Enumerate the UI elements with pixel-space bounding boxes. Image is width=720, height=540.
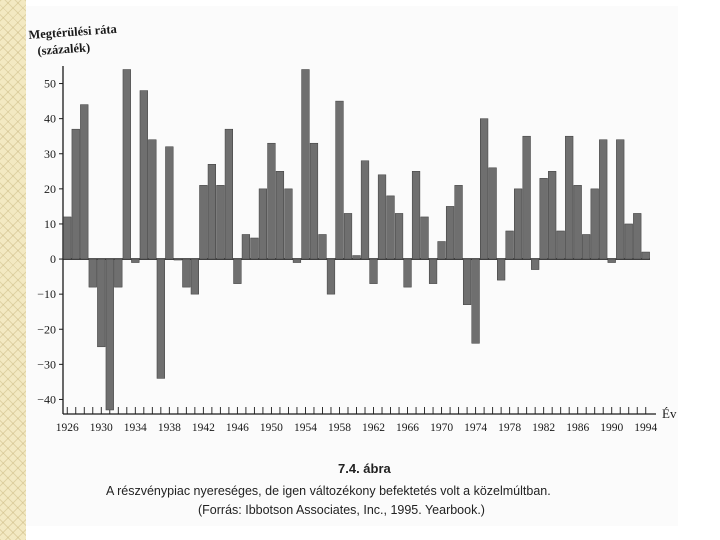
- bar-1981: [531, 259, 539, 270]
- y-tick-label: 40: [44, 111, 56, 126]
- y-axis-title-line-2: (százalék): [36, 40, 91, 59]
- x-tick-label: 1930: [89, 422, 113, 434]
- x-tick-label: 1926: [55, 422, 79, 434]
- bar-1983: [548, 171, 556, 259]
- decorative-strip: [0, 0, 26, 540]
- bar-1982: [540, 178, 548, 259]
- y-tick-label: 30: [44, 146, 56, 161]
- bar-1948: [251, 238, 259, 259]
- x-tick-label: 1962: [362, 422, 386, 434]
- bar-1993: [633, 213, 641, 259]
- y-tick-label: −10: [37, 287, 56, 302]
- bar-1986: [574, 185, 582, 259]
- x-tick-label: 1938: [157, 422, 181, 434]
- bar-1971: [446, 206, 454, 259]
- y-tick-label: −20: [37, 322, 56, 337]
- bar-1974: [472, 259, 480, 343]
- bar-1980: [523, 136, 531, 259]
- y-tick-label: −40: [37, 392, 56, 407]
- bar-1932: [114, 259, 122, 287]
- bar-1975: [480, 119, 488, 259]
- figure-source: (Forrás: Ibbotson Associates, Inc., 1995. Yearbook.): [198, 503, 485, 517]
- bar-1965: [395, 213, 403, 259]
- x-tick-label: 1966: [396, 422, 420, 434]
- x-tick-label: 1942: [191, 422, 215, 434]
- bar-1931: [106, 259, 114, 410]
- x-tick-label: 1990: [600, 422, 624, 434]
- bar-1960: [353, 256, 361, 260]
- bar-1955: [310, 143, 318, 259]
- bar-1963: [378, 175, 386, 259]
- bar-1987: [582, 234, 590, 259]
- x-tick-label: 1934: [123, 422, 147, 434]
- bar-1990: [608, 259, 616, 263]
- bar-1937: [157, 259, 165, 378]
- bar-1945: [225, 129, 233, 259]
- bar-1946: [234, 259, 242, 284]
- bar-1951: [276, 171, 284, 259]
- bar-1966: [404, 259, 412, 287]
- x-tick-label: 1958: [327, 422, 351, 434]
- x-axis-title: Év: [662, 406, 677, 421]
- bar-1934: [131, 259, 139, 263]
- bar-1969: [429, 259, 437, 284]
- y-tick-label: 50: [44, 76, 56, 91]
- bar-1930: [97, 259, 105, 347]
- bar-1947: [242, 234, 250, 259]
- figure-caption: A részvénypiac nyereséges, de igen változékony befektetés volt a közelmúltban.: [106, 484, 551, 498]
- bar-1954: [302, 70, 310, 260]
- bar-1949: [259, 189, 267, 259]
- bar-1956: [319, 234, 327, 259]
- bar-1952: [285, 189, 293, 259]
- x-tick-label: 1974: [464, 422, 488, 434]
- bar-1958: [336, 101, 344, 259]
- bar-1959: [344, 213, 352, 259]
- x-tick-label: 1970: [430, 422, 454, 434]
- x-tick-label: 1946: [225, 422, 249, 434]
- bar-1970: [438, 242, 446, 260]
- bar-1939: [174, 259, 182, 260]
- bar-1927: [72, 129, 80, 259]
- y-tick-label: −30: [37, 357, 56, 372]
- x-tick-label: 1986: [566, 422, 590, 434]
- bar-1940: [183, 259, 191, 287]
- bar-1943: [208, 164, 216, 259]
- y-tick-label: 0: [50, 252, 56, 267]
- bar-1968: [421, 217, 429, 259]
- bar-1979: [514, 189, 522, 259]
- bar-1992: [625, 224, 633, 259]
- bar-1929: [89, 259, 97, 287]
- bar-1964: [387, 196, 395, 259]
- x-tick-label: 1954: [293, 422, 317, 434]
- x-tick-label: 1982: [532, 422, 556, 434]
- bar-1928: [80, 105, 88, 259]
- bar-1926: [63, 217, 71, 259]
- bar-1936: [148, 140, 156, 259]
- bar-1977: [497, 259, 505, 280]
- y-tick-label: 10: [44, 216, 56, 231]
- x-tick-label: 1950: [259, 422, 283, 434]
- bar-1991: [616, 140, 624, 259]
- bar-1962: [370, 259, 378, 284]
- bar-1978: [506, 231, 514, 259]
- bar-1989: [599, 140, 607, 259]
- bar-1988: [591, 189, 599, 259]
- scanned-figure: [26, 6, 678, 526]
- bar-1976: [489, 168, 497, 259]
- x-tick-label: 1994: [634, 422, 658, 434]
- bar-1950: [268, 143, 276, 259]
- y-axis-title-line-1: Megtérülési ráta: [27, 21, 118, 43]
- bar-1984: [557, 231, 565, 259]
- bar-1994: [642, 252, 650, 259]
- bar-chart: [26, 6, 678, 456]
- y-tick-label: 20: [44, 181, 56, 196]
- bar-1957: [327, 259, 335, 294]
- bar-1972: [455, 185, 463, 259]
- bar-1985: [565, 136, 573, 259]
- chart-bars: [63, 70, 649, 410]
- figure-label: 7.4. ábra: [338, 461, 391, 476]
- bar-1953: [293, 259, 301, 263]
- bar-1942: [200, 185, 208, 259]
- bar-1941: [191, 259, 199, 294]
- bar-1933: [123, 70, 131, 260]
- bar-1967: [412, 171, 420, 259]
- bar-1973: [463, 259, 471, 305]
- bar-1938: [165, 147, 173, 259]
- bar-1935: [140, 91, 148, 259]
- bar-1961: [361, 161, 369, 259]
- x-tick-label: 1978: [498, 422, 522, 434]
- bar-1944: [217, 185, 225, 259]
